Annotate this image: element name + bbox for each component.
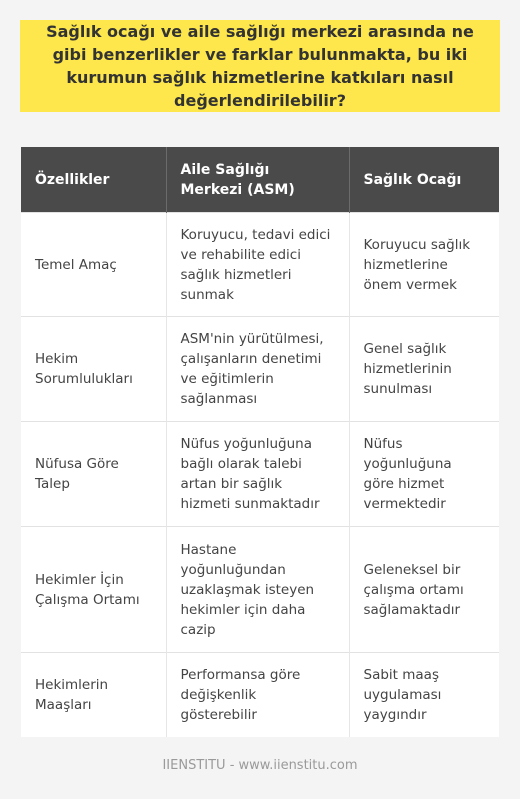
question-banner [20,20,500,112]
saglik-ocagi-cell: Genel sağlık hizmetlerinin sunulması [349,317,499,422]
feature-cell: Hekimler İçin Çalışma Ortamı [21,527,166,653]
header-asm: Aile Sağlığı Merkezi (ASM) [166,147,349,213]
feature-cell: Nüfusa Göre Talep [21,422,166,527]
asm-cell: Koruyucu, tedavi edici ve rehabilite edici sağlık hizmetleri sunmak [166,213,349,317]
asm-cell: Performansa göre değişkenlik gösterebilir [166,653,349,738]
asm-cell: Nüfus yoğunluğuna bağlı olarak talebi artan bir sağlık hizmeti sunmaktadır [166,422,349,527]
table-row [21,527,499,653]
table-row [21,213,499,317]
feature-cell: Temel Amaç [21,213,166,317]
feature-cell: Hekim Sorumlulukları [21,317,166,422]
saglik-ocagi-cell: Nüfus yoğunluğuna göre hizmet vermektedir [349,422,499,527]
feature-cell: Hekimlerin Maaşları [21,653,166,738]
saglik-ocagi-cell: Sabit maaş uygulaması yaygındır [349,653,499,738]
table-row [21,317,499,422]
footer-credit: IIENSTITU - www.iienstitu.com [162,758,358,773]
table-header-row [21,147,499,213]
table-row [21,653,499,738]
header-features: Özellikler [21,147,166,213]
saglik-ocagi-cell: Geleneksel bir çalışma ortamı sağlamaktadır [349,527,499,653]
asm-cell: Hastane yoğunluğundan uzaklaşmak isteyen hekimler için daha cazip [166,527,349,653]
question-text: Sağlık ocağı ve aile sağlığı merkezi arasında ne gibi benzerlikler ve farklar bulunmakta, bu iki kurumun sağlık hizmetlerine katkıları nasıl değerlendirilebilir? [46,22,474,110]
saglik-ocagi-cell: Koruyucu sağlık hizmetlerine önem vermek [349,213,499,317]
asm-cell: ASM'nin yürütülmesi, çalışanların denetimi ve eğitimlerin sağlanması [166,317,349,422]
header-saglik-ocagi: Sağlık Ocağı [349,147,499,213]
table-row [21,422,499,527]
comparison-table [21,147,499,737]
